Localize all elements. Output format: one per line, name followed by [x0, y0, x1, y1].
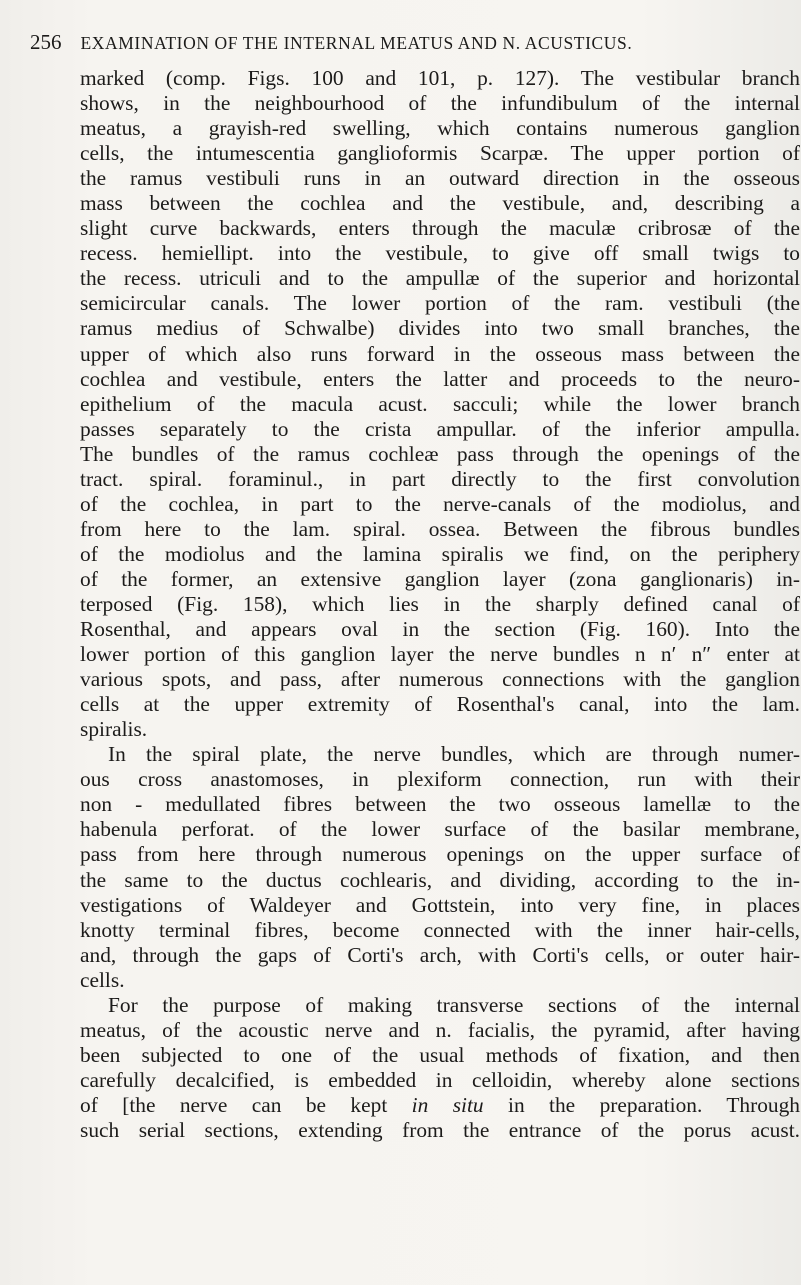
- page-number: 256: [30, 30, 62, 54]
- text-line: various spots, and pass, after numerous connections with the ganglion: [80, 667, 800, 692]
- text-line: Rosenthal, and appears oval in the section (Fig. 160). Into the: [80, 617, 800, 642]
- text-line: mass between the cochlea and the vestibule, and, describing a: [80, 191, 800, 216]
- text-line: cells.: [80, 967, 125, 992]
- text-line: The bundles of the ramus cochleæ pass through the openings of the: [80, 441, 800, 466]
- text-line: slight curve backwards, enters through the maculæ cribrosæ of the: [80, 216, 800, 241]
- paragraph-start-line: For the purpose of making transverse sections of the internal: [108, 992, 800, 1017]
- text-segment: of [the nerve can be kept: [80, 1092, 412, 1117]
- text-line: cochlea and vestibule, enters the latter and proceeds to the neuro-: [80, 366, 800, 391]
- text-line: habenula perforat. of the lower surface of the basilar membrane,: [80, 817, 800, 842]
- text-line: such serial sections, extending from the entrance of the porus acust.: [80, 1117, 800, 1142]
- text-line: meatus, of the acoustic nerve and n. facialis, the pyramid, after having: [80, 1017, 800, 1042]
- text-line: ous cross anastomoses, in plexiform connection, run with their: [80, 767, 800, 792]
- text-line: the ramus vestibuli runs in an outward direction in the osseous: [80, 166, 800, 191]
- text-line: of the modiolus and the lamina spiralis we find, on the periphery: [80, 541, 800, 566]
- text-line: recess. hemiellipt. into the vestibule, to give off small twigs to: [80, 241, 800, 266]
- text-segment: in the preparation. Through: [483, 1092, 800, 1117]
- text-line: from here to the lam. spiral. ossea. Between the fibrous bundles: [80, 516, 800, 541]
- paragraph-start-line: In the spiral plate, the nerve bundles, which are through numer-: [108, 742, 800, 767]
- text-line: lower portion of this ganglion layer the nerve bundles n n′ n″ enter at: [80, 642, 800, 667]
- text-line: terposed (Fig. 158), which lies in the sharply defined canal of: [80, 591, 800, 616]
- text-line: non - medullated fibres between the two osseous lamellæ to the: [80, 792, 800, 817]
- text-line: the recess. utriculi and to the ampullæ of the superior and horizontal: [80, 266, 800, 291]
- text-line: vestigations of Waldeyer and Gottstein, into very fine, in places: [80, 892, 800, 917]
- text-line: knotty terminal fibres, become connected with the inner hair-cells,: [80, 917, 800, 942]
- italic-phrase: in situ: [411, 1092, 484, 1117]
- text-line: of the former, an extensive ganglion layer (zona ganglionaris) in-: [80, 566, 800, 591]
- page-header: [30, 30, 776, 60]
- text-line: pass from here through numerous openings on the upper surface of: [80, 842, 800, 867]
- text-line: semicircular canals. The lower portion of the ram. vestibuli (the: [80, 291, 800, 316]
- text-line: meatus, a grayish-red swelling, which contains numerous ganglion: [80, 116, 800, 141]
- text-line: tract. spiral. foraminul., in part directly to the first convolution: [80, 466, 800, 491]
- text-line: marked (comp. Figs. 100 and 101, p. 127). The vestibular branch: [80, 66, 800, 90]
- text-line: ramus medius of Schwalbe) divides into two small branches, the: [80, 316, 800, 341]
- text-line: shows, in the neighbourhood of the infundibulum of the internal: [80, 91, 800, 116]
- text-line-with-italic: [80, 1093, 800, 1118]
- text-line: epithelium of the macula acust. sacculi; while the lower branch: [80, 391, 800, 416]
- text-line: of the cochlea, in part to the nerve-canals of the modiolus, and: [80, 491, 800, 516]
- text-line: been subjected to one of the usual methods of fixation, and then: [80, 1042, 800, 1067]
- text-line: cells at the upper extremity of Rosenthal's canal, into the lam.: [80, 692, 800, 717]
- body-text: [80, 66, 800, 1143]
- text-line: upper of which also runs forward in the osseous mass between the: [80, 341, 800, 366]
- text-line: the same to the ductus cochlearis, and dividing, according to the in-: [80, 867, 800, 892]
- text-line: carefully decalcified, is embedded in celloidin, whereby alone sections: [80, 1067, 800, 1092]
- text-line: cells, the intumescentia ganglioformis Scarpæ. The upper portion of: [80, 141, 800, 166]
- text-line: spiralis.: [80, 717, 148, 742]
- running-head: EXAMINATION OF THE INTERNAL MEATUS AND N. ACUSTICUS.: [80, 33, 633, 53]
- text-line: passes separately to the crista ampullar. of the inferior ampulla.: [80, 416, 800, 441]
- text-line: and, through the gaps of Corti's arch, with Corti's cells, or outer hair-: [80, 942, 800, 967]
